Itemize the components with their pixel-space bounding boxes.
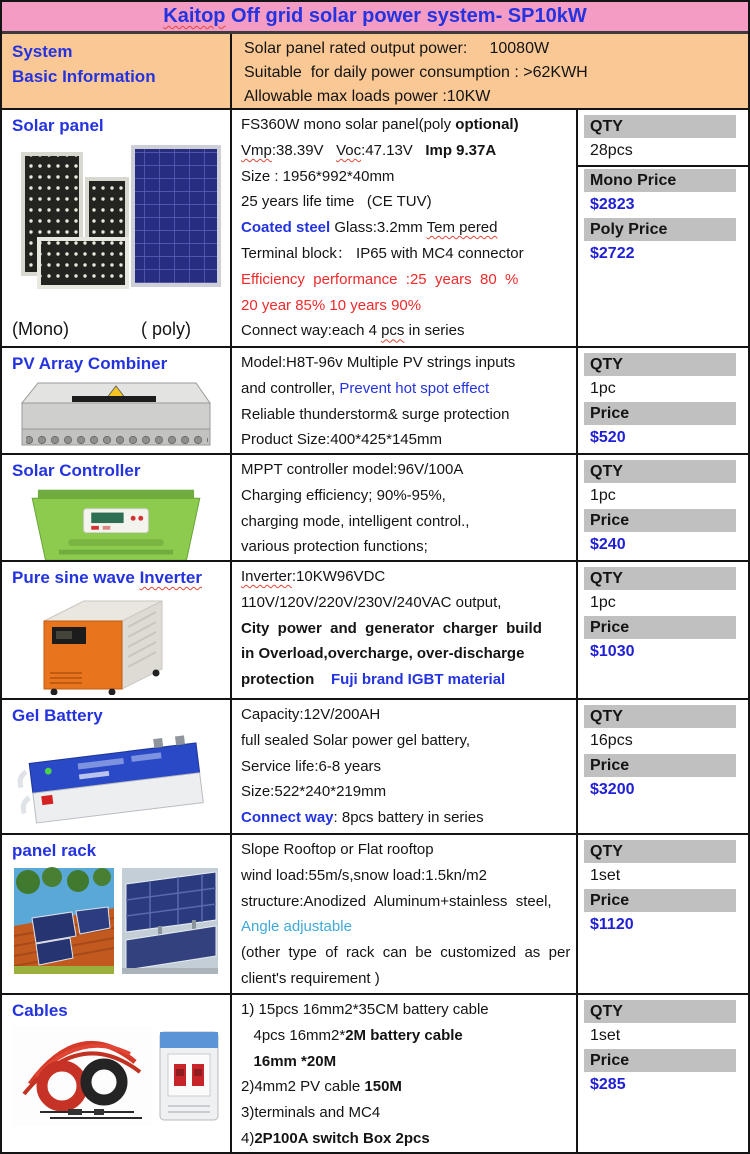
spec-line [241, 728, 567, 754]
spec-text: in Overload,overcharge, over-discharge [241, 645, 525, 663]
max-loads-power: Allowable max loads power :10KW [244, 88, 491, 105]
spec-list [232, 562, 578, 698]
price-col-header: Price [584, 1049, 736, 1072]
row-gel-battery [2, 700, 748, 835]
row-cables [2, 995, 748, 1152]
spec-line [241, 1023, 567, 1049]
spec-line [241, 509, 567, 535]
spec-text: 2P100A switch Box 2pcs [254, 1129, 430, 1147]
spec-line [241, 241, 567, 267]
spec-line [241, 112, 567, 138]
pv-combiner-photo [8, 377, 224, 453]
spec-text [241, 1053, 254, 1070]
spec-text: 2M battery cable [345, 1026, 463, 1044]
photo-captions [10, 319, 222, 340]
spec-line [241, 754, 567, 780]
spec-text: various protection functions; [241, 538, 428, 556]
section-heading [12, 841, 224, 861]
spec-text: 4) [241, 1129, 255, 1147]
system-basic-info-row [2, 34, 748, 110]
spec-line [241, 616, 567, 642]
panel-rack-photo [8, 864, 224, 983]
spec-text: Glass:3.2mm [330, 219, 427, 237]
section-heading [12, 461, 224, 481]
spec-text: client's requirement ) [241, 969, 380, 987]
price-col-header: QTY [584, 115, 736, 138]
spec-list [232, 455, 578, 560]
spec-text: :10KW96VDC [291, 568, 386, 585]
spec-text: Efficiency performance :25 years 80 % [241, 270, 519, 288]
qty-value: 1pc [590, 487, 616, 504]
spec-text: Prevent hot spot effect [339, 379, 490, 397]
product-cell-solar-panel [2, 110, 232, 346]
spec-line [241, 966, 567, 992]
spec-text: in series [404, 322, 465, 340]
spec-text: panel rack [12, 841, 97, 860]
product-cell-pv-array-combiner [2, 348, 232, 453]
spec-line [241, 805, 567, 831]
spec-line [241, 293, 567, 319]
spec-line [241, 914, 567, 940]
spec-line [241, 997, 567, 1023]
qty-value: 28pcs [590, 142, 633, 159]
section-heading [12, 568, 224, 588]
spec-text: Slope Rooftop or Flat rooftop [241, 841, 434, 858]
qty-value: 1set [590, 867, 621, 884]
daily-consumption: Suitable for daily power consumption : >62KWH [244, 64, 588, 81]
product-cell-panel-rack [2, 835, 232, 993]
section-heading [12, 1001, 224, 1021]
spec-text: Inverter [241, 568, 292, 585]
pricing-column [578, 562, 748, 698]
product-cell-gel-battery [2, 700, 232, 833]
spec-text: optional) [455, 116, 519, 133]
spec-text: 2)4mm2 PV cable [241, 1078, 365, 1096]
spec-text: Cables [12, 1001, 68, 1020]
price-col-header: Price [584, 616, 736, 639]
price-pair [578, 754, 748, 802]
spec-text: Angle adjustable [241, 918, 352, 936]
system-info-label [2, 34, 232, 112]
price-pair [578, 218, 748, 266]
spec-text: Connect way:each 4 [241, 322, 382, 340]
spec-line [241, 863, 567, 889]
spec-line [241, 590, 567, 616]
price-col-header: QTY [584, 705, 736, 728]
spec-text: Product Size:400*425*145mm [241, 431, 442, 449]
spec-text: 1) 15pcs 16mm2*35CM battery cable [241, 1001, 489, 1018]
spec-line [241, 402, 567, 428]
price-col-header: QTY [584, 460, 736, 483]
spec-list [232, 110, 578, 346]
spec-line [241, 215, 567, 241]
spec-line [241, 164, 567, 190]
spec-text: :47.13V [361, 141, 426, 159]
title-rest: Off grid solar power system- SP10kW [225, 5, 587, 27]
solar-panel-photo [8, 139, 224, 300]
spec-line [241, 457, 567, 483]
spec-line [241, 940, 571, 966]
section-heading [12, 116, 224, 136]
spec-text: Connect way [241, 809, 334, 827]
spec-line [241, 1100, 567, 1126]
spec-list [232, 995, 578, 1152]
price-col-header: QTY [584, 353, 736, 376]
price-pair [578, 1049, 748, 1097]
spec-line [241, 779, 567, 805]
spec-list [232, 700, 578, 833]
row-panel-rack [2, 835, 748, 995]
product-cell-solar-controller [2, 455, 232, 560]
price-value: $240 [590, 536, 626, 553]
spec-text: protection [241, 671, 315, 689]
pricing-column [578, 835, 748, 993]
price-value: $285 [590, 1076, 626, 1093]
spec-text: Pure sine wave [12, 568, 140, 587]
price-col-header: Price [584, 889, 736, 912]
spec-text: Imp 9.37A [425, 141, 497, 159]
spec-line [241, 667, 567, 693]
spec-line [241, 350, 567, 376]
price-pair [578, 705, 748, 753]
spec-line [241, 1074, 567, 1100]
spec-line [241, 427, 567, 453]
spec-text: charging mode, intelligent control., [241, 512, 470, 530]
price-pair [578, 460, 748, 508]
price-col-header: Poly Price [584, 218, 736, 241]
price-value: $3200 [590, 781, 635, 798]
spec-text: Solar Controller [12, 461, 141, 480]
spec-text: 110V/120V/220V/230V/240VAC output, [241, 593, 502, 611]
spec-text: and controller, [241, 379, 340, 397]
spec-text: Coated steel [241, 219, 331, 237]
solar-controller-photo [8, 484, 224, 560]
price-pair [578, 353, 748, 401]
price-pair [578, 402, 748, 450]
spec-line [241, 267, 567, 293]
qty-value: 16pcs [590, 732, 633, 749]
spec-text: Capacity:12V/200AH [241, 706, 381, 723]
qty-value: 1set [590, 1027, 621, 1044]
spec-text: Size:522*240*219mm [241, 783, 387, 801]
price-value: $2823 [590, 196, 635, 213]
gel-battery-photo [8, 729, 224, 832]
price-col-header: QTY [584, 840, 736, 863]
page-title [2, 2, 748, 34]
spec-text: FS360W mono solar panel(poly [241, 116, 456, 133]
price-pair [578, 616, 748, 664]
spec-text: (other type of rack can be customized as per [241, 944, 571, 962]
price-pair [578, 115, 748, 167]
price-col-header: QTY [584, 567, 736, 590]
spec-line [241, 564, 567, 590]
price-col-header: Price [584, 509, 736, 532]
spec-text: 3)terminals and MC4 [241, 1104, 381, 1122]
price-pair [578, 509, 748, 557]
price-pair [578, 169, 748, 217]
spec-line [241, 318, 567, 344]
spec-text: 4pcs 16mm2* [241, 1026, 346, 1044]
qty-value: 1pc [590, 380, 616, 397]
spec-line [241, 376, 567, 402]
rated-output-power: Solar panel rated output power: 10080W [244, 40, 550, 57]
spec-line [241, 889, 567, 915]
system-label-line2: Basic Information [12, 67, 156, 86]
price-value: $2722 [590, 245, 635, 262]
spec-text: Tem pered [426, 219, 498, 237]
row-pv-array-combiner [2, 348, 748, 455]
spec-line [241, 1049, 567, 1075]
spec-line [241, 534, 567, 560]
product-cell-inverter [2, 562, 232, 698]
photo-caption-0: (Mono) [12, 319, 70, 339]
cables-photo [8, 1024, 224, 1133]
spec-text: Size : 1956*992*40mm [241, 167, 395, 185]
spec-text: Service life:6-8 years [241, 757, 382, 775]
section-heading [12, 706, 224, 726]
price-col-header: QTY [584, 1000, 736, 1023]
spec-text: full sealed Solar power gel battery, [241, 731, 471, 749]
spec-text: 20 year 85% 10 years 90% [241, 296, 422, 314]
spec-text: Charging efficiency; 90%-95%, [241, 486, 446, 504]
price-col-header: Price [584, 754, 736, 777]
price-pair [578, 1000, 748, 1048]
spec-text: pcs [381, 322, 405, 340]
spec-list [232, 348, 578, 453]
price-pair [578, 889, 748, 937]
pricing-column [578, 455, 748, 560]
price-col-header: Price [584, 402, 736, 425]
price-pair [578, 567, 748, 615]
inverter-photo [8, 591, 224, 698]
spec-text: Gel Battery [12, 706, 103, 725]
row-inverter [2, 562, 748, 700]
spec-text: : 8pcs battery in series [333, 809, 484, 827]
spec-text: Fuji brand IGBT material [331, 671, 506, 689]
spec-text: :38.39V [271, 141, 337, 159]
spec-line [241, 483, 567, 509]
spec-text [314, 671, 331, 688]
spec-text: City power and generator charger build [241, 619, 542, 637]
spec-text: 25 years life time (CE TUV) [241, 193, 432, 211]
price-value: $1120 [590, 916, 634, 933]
spec-line [241, 189, 567, 215]
price-pair [578, 840, 748, 888]
system-info-values [232, 34, 748, 112]
pricing-column [578, 348, 748, 453]
pricing-column [578, 110, 748, 346]
pricing-column [578, 700, 748, 833]
spec-text: Solar panel [12, 116, 104, 135]
spec-text: Voc [336, 141, 362, 159]
spec-text: 16mm *20M [253, 1052, 337, 1070]
spec-line [241, 837, 567, 863]
spec-text: wind load:55m/s,snow load:1.5kn/m2 [241, 866, 487, 884]
spec-text: Reliable thunderstorm& surge protection [241, 405, 510, 423]
photo-caption-1: ( poly) [141, 319, 192, 339]
product-cell-cables [2, 995, 232, 1152]
system-label-line1: System [12, 42, 73, 61]
brand-name: Kaitop [163, 5, 226, 27]
product-rows [2, 110, 748, 1152]
spec-text: Terminal block： IP65 with MC4 connector [241, 244, 524, 262]
spec-text: Model:H8T-96v Multiple PV strings inputs [241, 354, 516, 371]
spec-line [241, 641, 567, 667]
row-solar-panel [2, 110, 748, 348]
spec-list [232, 835, 578, 993]
pricing-column [578, 995, 748, 1152]
qty-value: 1pc [590, 594, 616, 611]
spec-text: MPPT controller model:96V/100A [241, 461, 464, 478]
row-solar-controller [2, 455, 748, 562]
spec-line [241, 1126, 567, 1152]
price-value: $1030 [590, 643, 635, 660]
section-heading [12, 354, 224, 374]
spec-text: 150M [364, 1078, 402, 1096]
spec-text: PV Array Combiner [12, 354, 168, 373]
price-value: $520 [590, 429, 626, 446]
spec-line [241, 138, 567, 164]
spec-text: structure:Anodized Aluminum+stainless steel, [241, 892, 552, 910]
price-col-header: Mono Price [584, 169, 736, 192]
spec-line [241, 702, 567, 728]
spec-text: Vmp [241, 141, 272, 159]
spec-text: Inverter [139, 568, 202, 587]
